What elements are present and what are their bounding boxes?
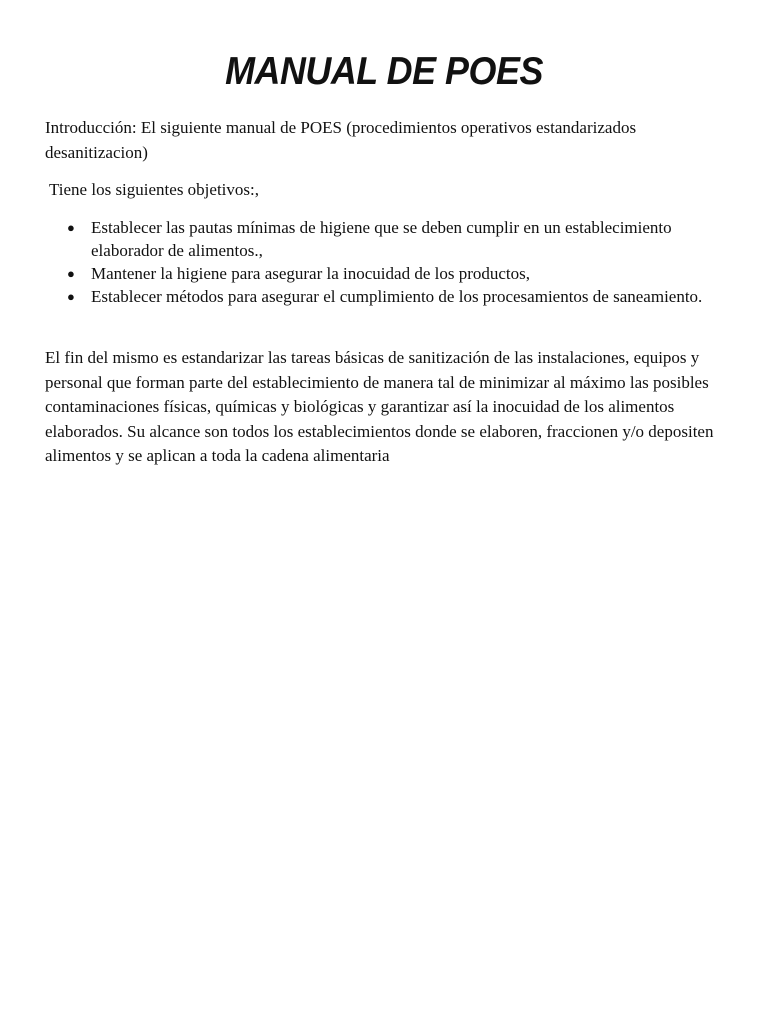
objectives-list (45, 216, 705, 308)
list-item-text: Establecer las pautas mínimas de higiene que se deben cumplir en un establecimiento elaborador de alimentos., (91, 218, 672, 260)
objectives-lead: Tiene los siguientes objetivos:, (49, 180, 259, 199)
list-item (45, 216, 705, 262)
list-item-text: Establecer métodos para asegurar el cumplimiento de los procesamientos de saneamiento. (91, 287, 703, 306)
bullet-icon: ● (67, 266, 75, 281)
list-item (45, 285, 705, 308)
bullet-icon: ● (67, 220, 75, 235)
list-item-text: Mantener la higiene para asegurar la inocuidad de los productos, (91, 264, 531, 283)
document-title: MANUAL DE POES (225, 50, 543, 93)
intro-paragraph: Introducción: El siguiente manual de POES (procedimientos operativos estandarizados desanitizacion) (45, 118, 637, 162)
bullet-icon: ● (67, 289, 75, 304)
list-item (45, 262, 705, 285)
conclusion-paragraph: El fin del mismo es estandarizar las tareas básicas de sanitización de las instalaciones, equipos y personal que forman parte del establecimiento de manera tal de minimizar al máximo las posibles contaminaciones físicas, químicas y biológicas y garantizar así la inocuidad de los alimentos elaborados. Su alcance son todos los establecimientos donde se elaboren, fraccionen y/o depositen alimentos y se aplican a toda la cadena alimentaria (45, 348, 714, 465)
